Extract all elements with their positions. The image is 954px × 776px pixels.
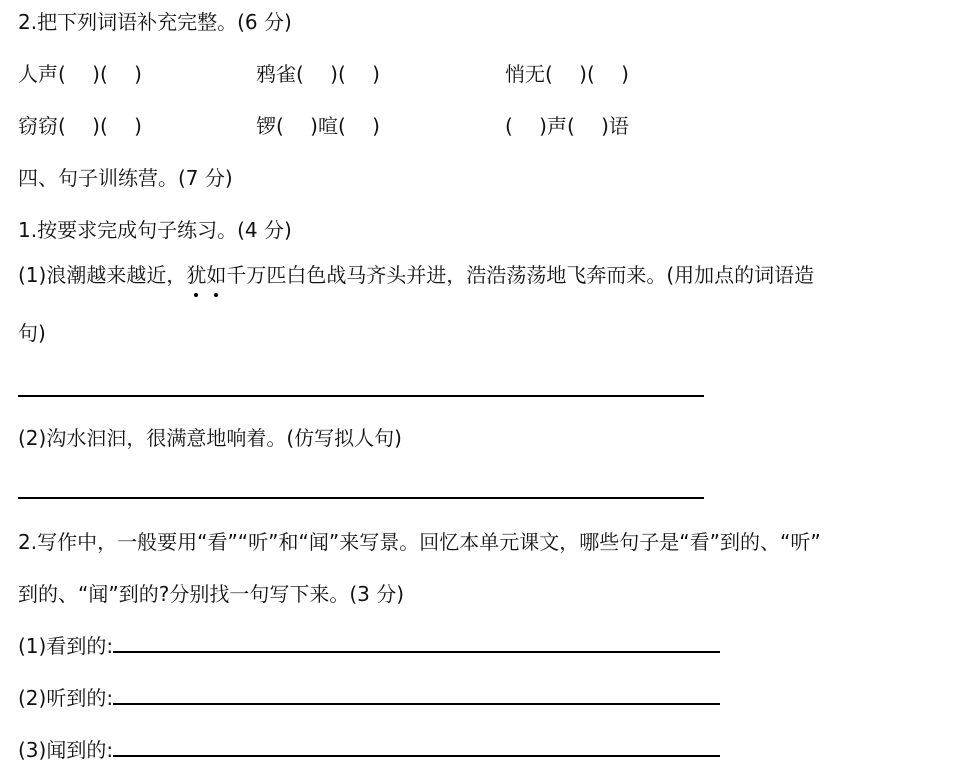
sentence-2: (2)沟水汩汩，很满意地响着。(仿写拟人句) xyxy=(18,426,402,450)
answer-label-hear: (2)听到的: xyxy=(18,686,114,710)
fill-item-1: 人声( )( ) xyxy=(18,62,142,86)
fill-item-6: ( )声( )语 xyxy=(505,114,629,138)
section-title: 四、句子训练营。(7 分) xyxy=(18,166,233,190)
answer-label-see: (1)看到的: xyxy=(18,634,114,658)
answer-row-smell xyxy=(18,737,720,763)
question-title: 1.按要求完成句子练习。(4 分) xyxy=(18,218,292,242)
dotted-char-2: 如 xyxy=(206,263,227,287)
sentence-1 xyxy=(18,262,814,288)
answer-label-smell: (3)闻到的: xyxy=(18,738,114,762)
fill-item-4: 窃窃( )( ) xyxy=(18,114,142,138)
answer-line-hear[interactable] xyxy=(113,685,720,705)
answer-line-1[interactable] xyxy=(18,395,704,397)
question-2-line-2: 到的、“闻”到的?分别找一句写下来。(3 分) xyxy=(18,582,405,606)
answer-line-2[interactable] xyxy=(18,497,704,499)
question-2-line-1: 2.写作中，一般要用“看”“听”和“闻”来写景。回忆本单元课文，哪些句子是“看”到的、“听” xyxy=(18,530,821,554)
answer-line-smell[interactable] xyxy=(113,737,720,757)
fill-item-5: 锣( )喧( ) xyxy=(256,114,380,138)
answer-row-see xyxy=(18,633,720,659)
answer-line-see[interactable] xyxy=(113,633,720,653)
fill-item-3: 悄无( )( ) xyxy=(505,62,629,86)
question-fill-words-title: 2.把下列词语补充完整。(6 分) xyxy=(18,10,292,34)
sentence-1-continued: 句) xyxy=(18,321,46,345)
fill-item-2: 鸦雀( )( ) xyxy=(256,62,380,86)
answer-row-hear xyxy=(18,685,720,711)
sentence-1-start: (1)浪潮越来越近， xyxy=(18,263,187,287)
sentence-1-rest: 千万匹白色战马齐头并进，浩浩荡荡地飞奔而来。(用加点的词语造 xyxy=(226,263,815,287)
dotted-char-1: 犹 xyxy=(186,263,207,287)
